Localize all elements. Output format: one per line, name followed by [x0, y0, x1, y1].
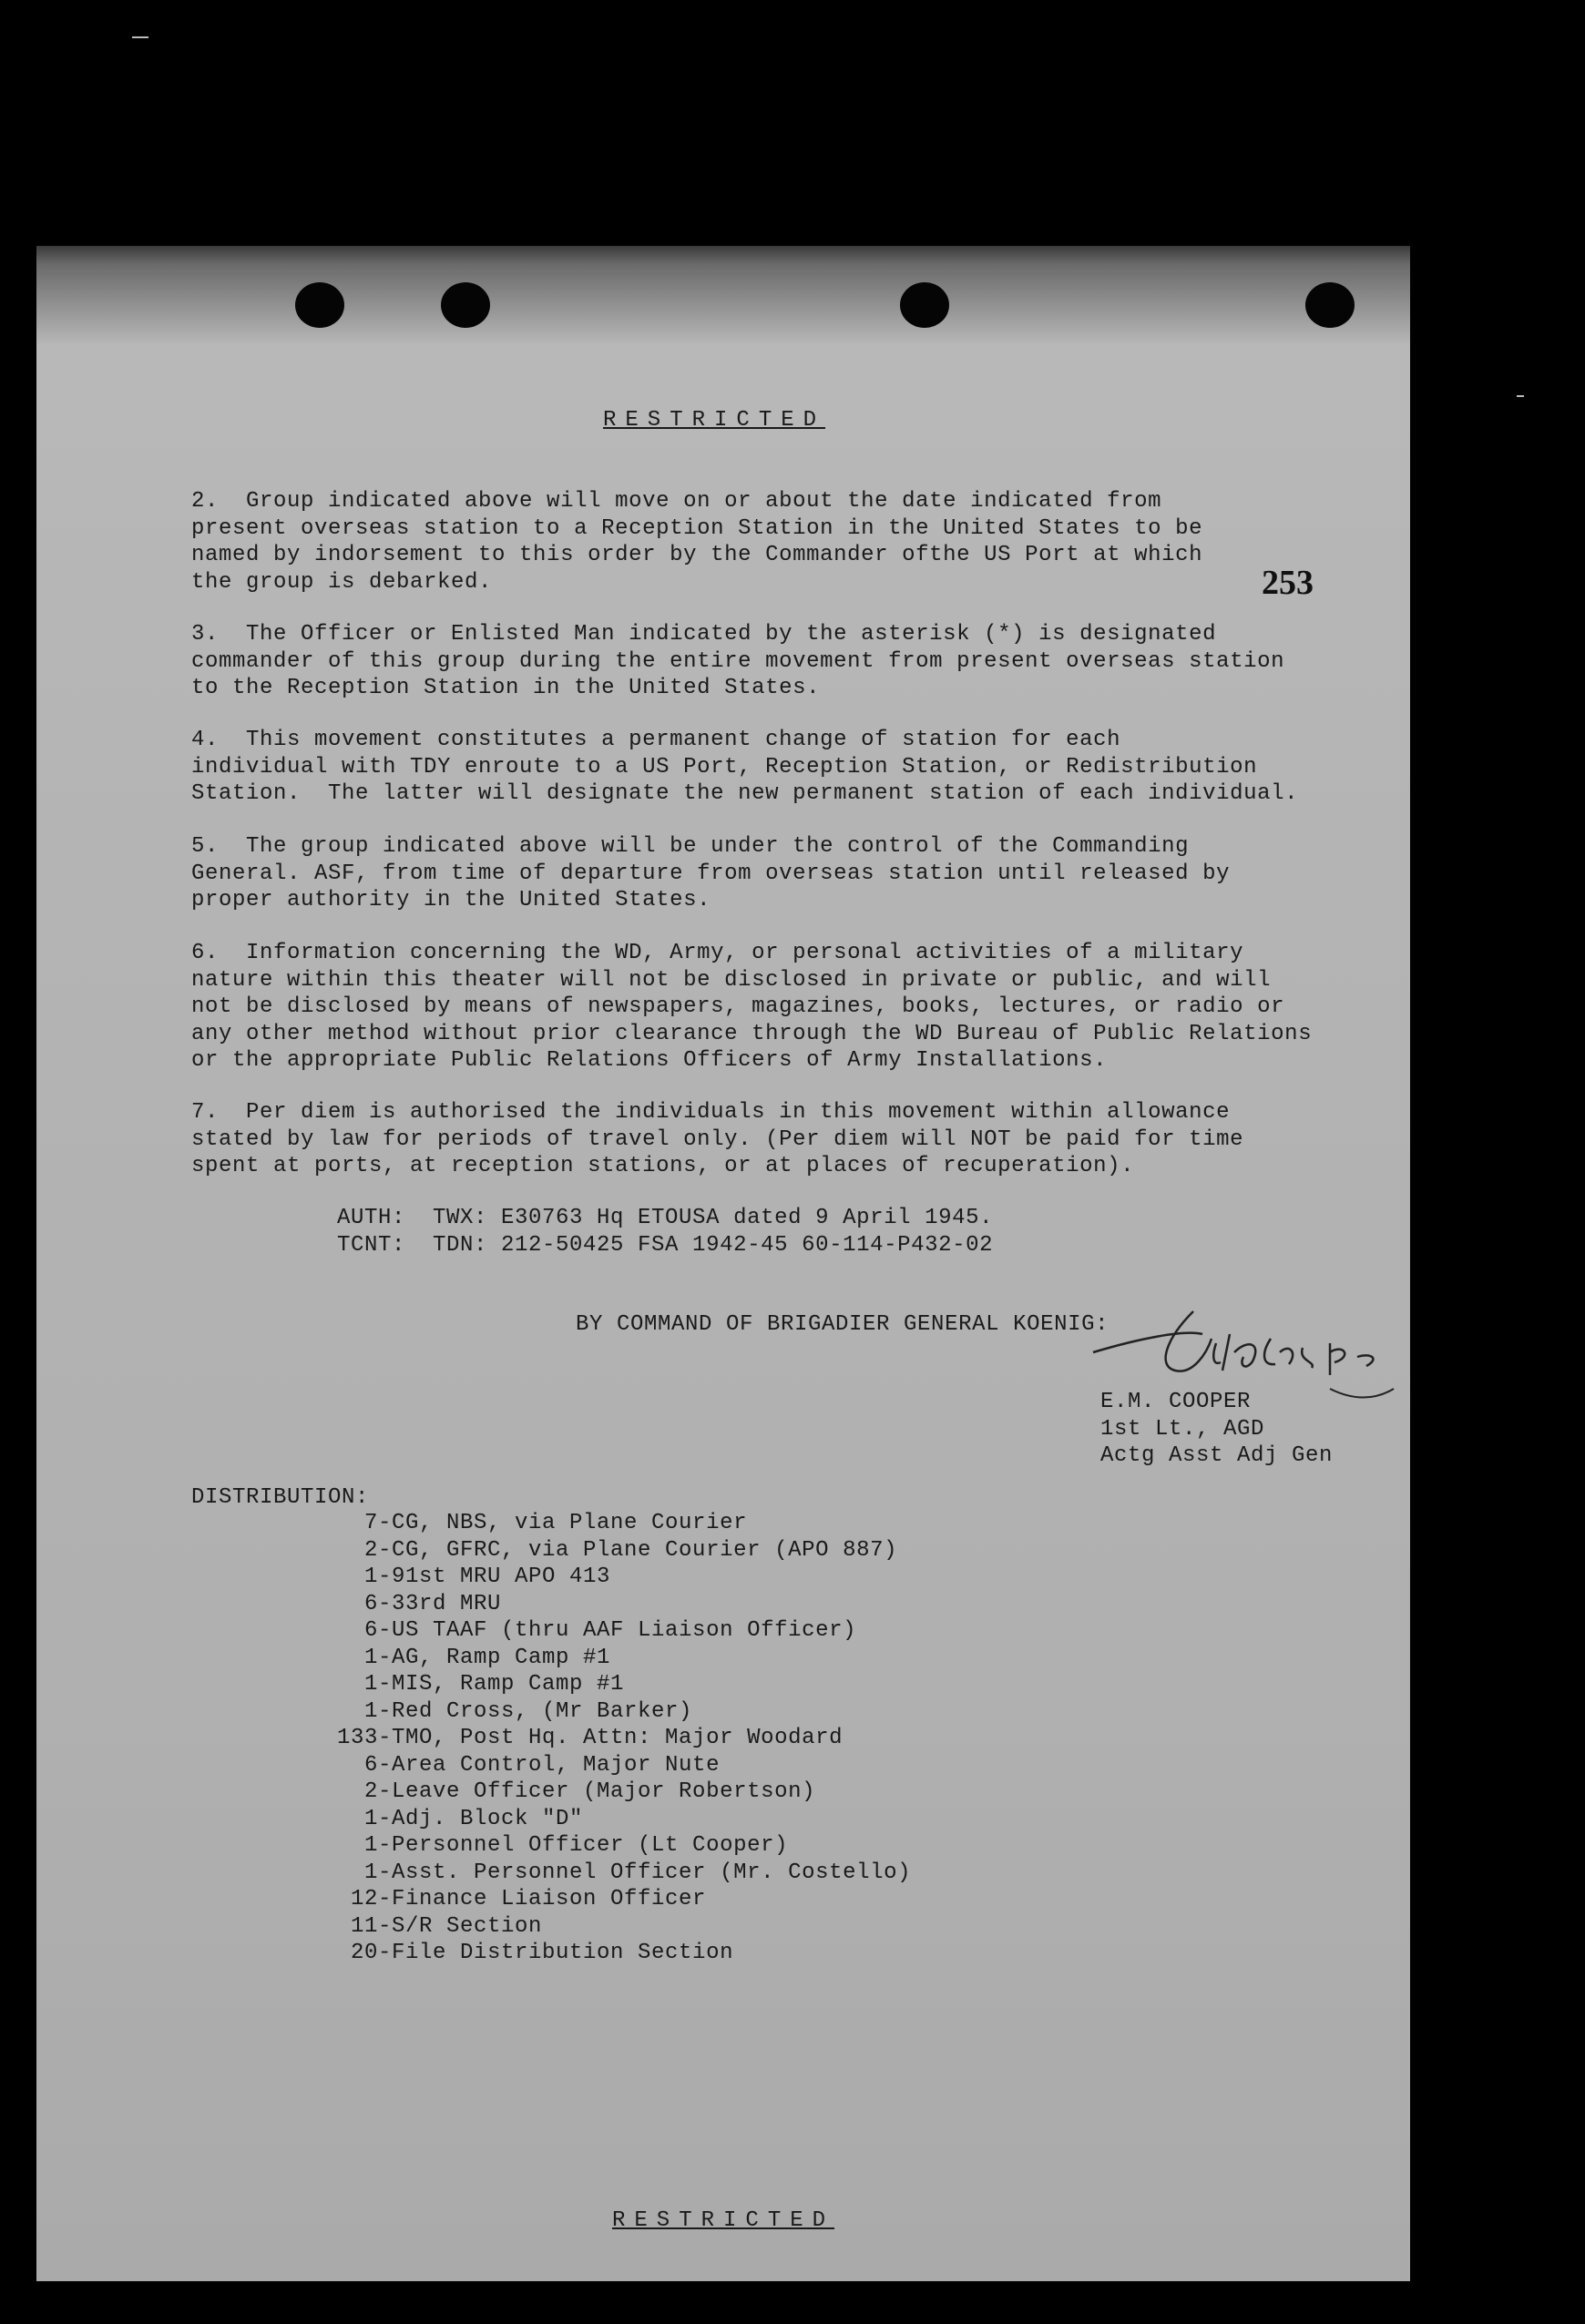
torn-top-edge — [36, 246, 1410, 346]
footer-restricted: RESTRICTED — [612, 2208, 835, 2233]
paragraph-2: 2. Group indicated above will move on or about the date indicated from present overseas station to a Reception Station in the United States to be named by indorsement to this order by the Commander ofthe US Port at which the group is debarked. — [191, 489, 1203, 595]
punch-hole — [900, 282, 949, 328]
paragraph-7: 7. Per diem is authorised the individuals in this movement within allowance stated by law for periods of travel only. (Per diem will NOT be paid for time spent at ports, at reception stations, or at places of recuperation). — [191, 1100, 1244, 1178]
command-line: BY COMMAND OF BRIGADIER GENERAL KOENIG: — [576, 1312, 1110, 1337]
page-number: 253 — [1262, 564, 1314, 602]
header-restricted: RESTRICTED — [603, 408, 826, 433]
punch-hole — [1305, 282, 1355, 328]
paragraph-3: 3. The Officer or Enlisted Man indicated by the asterisk (*) is designated commander of this group during the entire movement from present overseas station to the Reception Station in the United States. — [191, 622, 1285, 700]
paragraph-6: 6. Information concerning the WD, Army, or personal activities of a military nature within this theater will not be disclosed in private or public, and will not be disclosed by means of newspapers, magazines, books, lectures, or radio or any other method without prior clearance through the WD Bureau of Public Relations or the appropriate Public Relations Officers of Army Installations. — [191, 941, 1313, 1073]
distribution-list: 7-CG, NBS, via Plane Courier 2-CG, GFRC, via Plane Courier (APO 887) 1-91st MRU APO 413 6-33rd MRU 6-US TAAF (thru AAF Liaison Officer) 1-AG, Ramp Camp #1 1-MIS, Ramp Camp #1 1-Red Cross, (Mr Barker) 133-TMO, Post Hq. Attn: Major Woodard 6-Area Control, Major Nute 2-Leave Officer (Major Robertson) 1-Adj. Block "D" 1-Personnel Officer (Lt Cooper) 1-Asst. Personnel Officer (Mr. Costello) 12-Finance Liaison Officer 11-S/R Section 20-File Distribution Section — [337, 1511, 912, 1965]
paragraph-4: 4. This movement constitutes a permanent change of station for each individual with TDY enroute to a US Port, Reception Station, or Redistribution Station. The latter will designate the new permanent station of each individual. — [191, 728, 1299, 806]
signature-block: E.M. COOPER 1st Lt., AGD Actg Asst Adj Gen — [1100, 1390, 1334, 1468]
authority-lines: AUTH: TWX: E30763 Hq ETOUSA dated 9 April 1945. TCNT: TDN: 212-50425 FSA 1942-45 60-114-P432-02 — [337, 1206, 994, 1258]
distribution-label: DISTRIBUTION: — [191, 1485, 370, 1510]
punch-hole — [441, 282, 490, 328]
punch-hole — [295, 282, 344, 328]
paragraph-5: 5. The group indicated above will be under the control of the Commanding General. ASF, from time of departure from overseas station until released by proper authority in the United States. — [191, 834, 1231, 912]
document-page — [36, 246, 1410, 2281]
